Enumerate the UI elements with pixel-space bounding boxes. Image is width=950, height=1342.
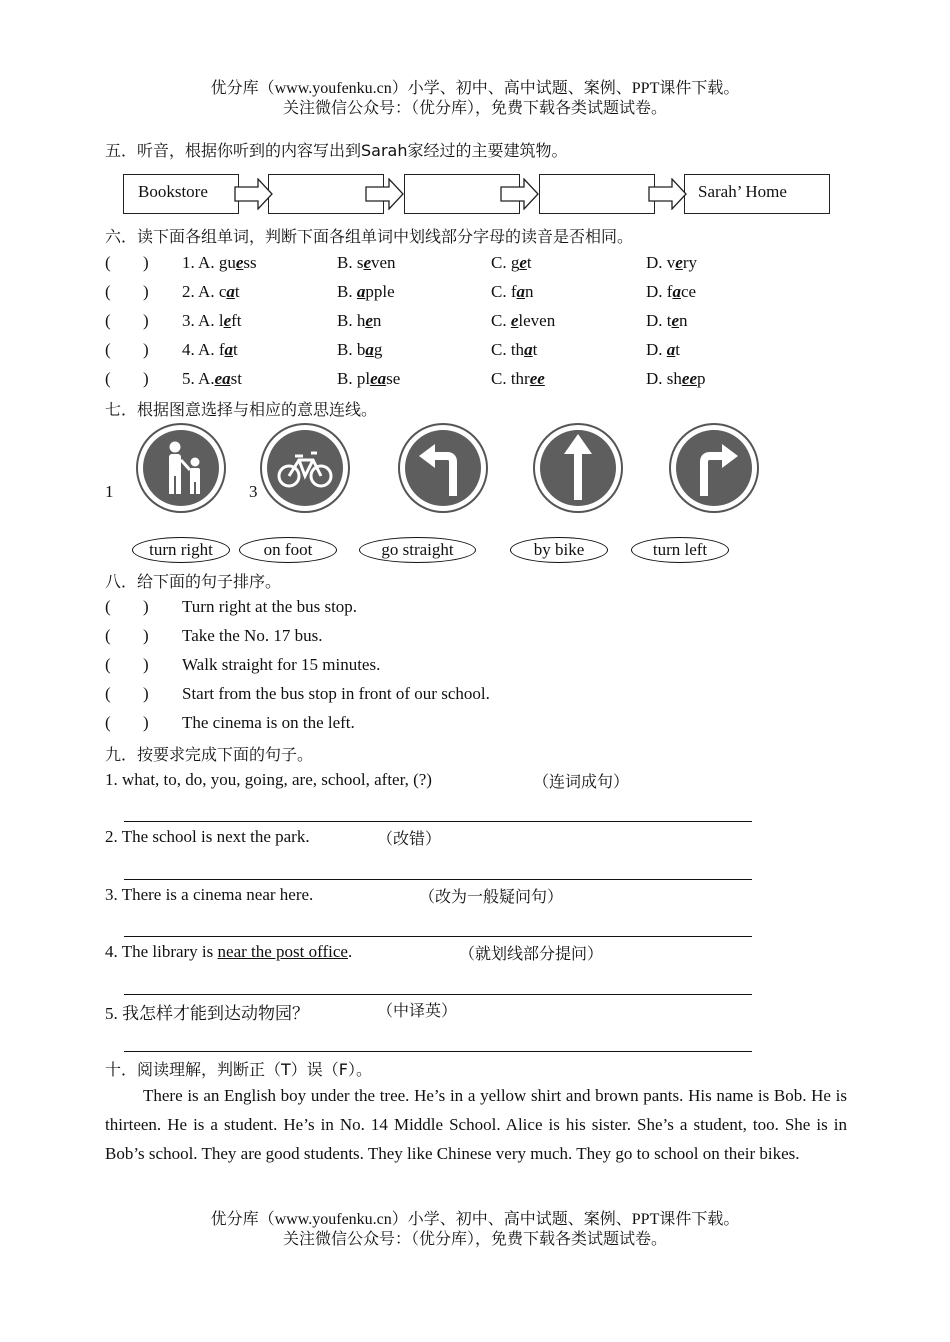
answer-paren-open: ( [105,282,111,301]
word-option-b [337,340,382,360]
word-part: D. t [646,311,672,330]
word-part: ft [231,311,242,330]
underlined-letters: ee [681,369,697,388]
question-4 [105,942,352,962]
word-part: t [532,340,538,359]
word-part: ven [371,253,396,272]
route-arrow-icon [500,178,540,210]
section-6-title: 六．读下面各组单词，判断下面各组单词中划线部分字母的读音是否相同。 [105,227,634,246]
question-4-hint: （就划线部分提问） [459,946,604,963]
pedestrian-sign-icon [135,422,227,514]
word-part: D. f [646,282,673,301]
answer-paren-close: ) [143,311,149,330]
header-line-2: 关注微信公众号：（优分库），免费下载各类试题试卷。 [282,100,667,117]
ordering-sentence: The cinema is on the left. [182,713,355,732]
turn-right-sign-icon [668,422,760,514]
underlined-letters: ee [529,369,545,388]
word-option-d [646,282,696,302]
underlined-letters: e [671,311,680,330]
word-option-a [182,253,257,273]
word-part: n [679,311,688,330]
underlined-letters: e [223,311,232,330]
answer-paren-close: ) [143,713,149,732]
answer-paren-open: ( [105,597,111,616]
word-part: 4. A. f [182,340,225,359]
question-5-hint: （中译英） [377,1003,458,1020]
answer-line-3[interactable] [124,936,752,937]
word-part: D. sh [646,369,682,388]
route-arrow-icon [648,178,688,210]
section-7-title: 七．根据图意选择与相应的意思连线。 [105,400,378,419]
question-3-hint: （改为一般疑问句） [419,889,564,906]
word-part: pple [365,282,395,301]
word-option-a [182,282,240,302]
answer-paren-open: ( [105,340,111,359]
word-option-d [646,253,697,273]
word-part: se [386,369,401,388]
answer-paren-close: ) [143,369,149,388]
word-option-c [491,340,537,360]
question-2: 2. The school is next the park. [105,827,310,846]
word-option-c [491,369,545,389]
answer-line-1[interactable] [124,821,752,822]
word-part: 2. A. c [182,282,227,301]
answer-paren-close: ) [143,282,149,301]
answer-paren-open: ( [105,713,111,732]
word-option-d [646,340,680,360]
underlined-letters: e [510,311,519,330]
word-part: t [233,340,238,359]
question-5: 5. 我怎样才能到达动物园？ [105,1004,309,1023]
question-2-hint: （改错） [377,831,442,848]
sign-number-1: 1 [105,482,114,501]
answer-paren-open: ( [105,626,111,645]
underlined-letters: a [666,340,676,359]
route-box-blank-3[interactable] [539,174,655,214]
option-on-foot[interactable]: on foot [239,537,337,563]
word-option-d [646,369,706,389]
question-4-text: 4. The library is [105,942,218,961]
question-1-hint: （连词成句） [533,774,630,791]
option-turn-left[interactable]: turn left [631,537,729,563]
bicycle-sign-icon [259,422,351,514]
section-9-title: 九．按要求完成下面的句子。 [105,745,314,764]
route-end-label: Sarah’ Home [698,182,787,201]
ordering-sentence: Turn right at the bus stop. [182,597,358,616]
underlined-letters: a [365,340,374,359]
turn-left-sign-icon [397,422,489,514]
word-part: B. [337,282,357,301]
question-4-end: . [347,942,353,961]
underlined-letters: e [235,253,244,272]
word-option-b [337,253,396,273]
word-option-b [337,282,395,302]
word-part: D. [646,340,667,359]
footer-line-2: 关注微信公众号：（优分库），免费下载各类试题试卷。 [282,1231,667,1248]
section-5-title: 五．听音，根据你听到的内容写出到Sarah家经过的主要建筑物。 [105,141,568,160]
question-3: 3. There is a cinema near here. [105,885,314,904]
word-part: D. v [646,253,676,272]
word-part: B. h [337,311,366,330]
answer-paren-close: ) [143,655,149,674]
underlined-letters: ea [214,369,231,388]
answer-paren-close: ) [143,626,149,645]
route-arrow-icon [365,178,405,210]
sign-number-3: 3 [249,482,258,501]
section-8-title: 八．给下面的句子排序。 [105,572,282,591]
word-part: p [697,369,706,388]
answer-line-2[interactable] [124,879,752,880]
word-part: B. b [337,340,366,359]
word-part: t [234,282,240,301]
go-straight-sign-icon [532,422,624,514]
word-part: C. th [491,340,525,359]
underlined-letters: a [356,282,366,301]
word-part: n [372,311,382,330]
word-part: 1. A. gu [182,253,236,272]
word-option-c [491,311,555,331]
word-part: st [230,369,242,388]
ordering-sentence: Walk straight for 15 minutes. [182,655,381,674]
ordering-sentence: Start from the bus stop in front of our school. [182,684,490,703]
word-option-b [337,311,381,331]
word-part: t [526,253,532,272]
answer-paren-open: ( [105,311,111,330]
word-part: leven [518,311,556,330]
reading-passage: There is an English boy under the tree. He’s in a yellow shirt and brown pants. His name is Bob. He is thirteen. He is a student. He’s in No. 14 Middle School. Alice is his sister. She’s a student, too. She is in Bob’s school. They are good students. They like Chinese very much. They go to school on their bikes. [105,1086,847,1163]
word-option-c [491,282,534,302]
footer-line-1: 优分库（www.youfenku.cn）小学、初中、高中试题、案例、PPT课件下载。 [210,1211,740,1228]
answer-paren-close: ) [143,684,149,703]
answer-paren-close: ) [143,597,149,616]
word-option-d [646,311,688,331]
underlined-letters: e [519,253,527,272]
word-option-a [182,340,238,360]
answer-paren-open: ( [105,253,111,272]
underlined-letters: a [672,282,681,301]
question-1: 1. what, to, do, you, going, are, school, after, (?) [105,770,432,789]
underlined-letters: a [524,340,533,359]
word-part: 3. A. l [182,311,224,330]
underlined-letters: a [226,282,235,301]
answer-paren-open: ( [105,684,111,703]
answer-paren-open: ( [105,655,111,674]
word-part: B. s [337,253,364,272]
word-part: C. thr [491,369,530,388]
word-part: C. f [491,282,517,301]
answer-line-4[interactable] [124,994,752,995]
underlined-letters: e [363,253,372,272]
option-go-straight[interactable]: go straight [359,537,476,563]
route-start-label: Bookstore [138,182,208,201]
underlined-letters: e [365,311,373,330]
word-part: C. g [491,253,520,272]
word-part: g [373,340,383,359]
section-10-title: 十．阅读理解，判断正（T）误（F）。 [105,1060,372,1079]
answer-paren-close: ) [143,340,149,359]
underlined-letters: a [224,340,233,359]
word-option-b [337,369,400,389]
ordering-sentence: Take the No. 17 bus. [182,626,323,645]
header-line-1: 优分库（www.youfenku.cn）小学、初中、高中试题、案例、PPT课件下载。 [210,80,740,97]
word-part: C. [491,311,511,330]
word-part: 5. A. [182,369,215,388]
word-part: ss [243,253,257,272]
underlined-letters: a [516,282,525,301]
word-option-a [182,369,242,389]
underlined-letters: e [675,253,683,272]
answer-paren-close: ) [143,253,149,272]
word-option-c [491,253,532,273]
option-by-bike[interactable]: by bike [510,537,608,563]
word-part: n [525,282,534,301]
answer-line-5[interactable] [124,1051,752,1052]
word-part: t [675,340,681,359]
underlined-letters: ea [370,369,387,388]
route-arrow-icon [234,178,274,210]
option-turn-right[interactable]: turn right [132,537,230,563]
word-part: ry [682,253,697,272]
answer-paren-open: ( [105,369,111,388]
question-4-underlined: near the post office [217,942,348,961]
word-part: ce [680,282,697,301]
word-option-a [182,311,242,331]
word-part: B. pl [337,369,371,388]
